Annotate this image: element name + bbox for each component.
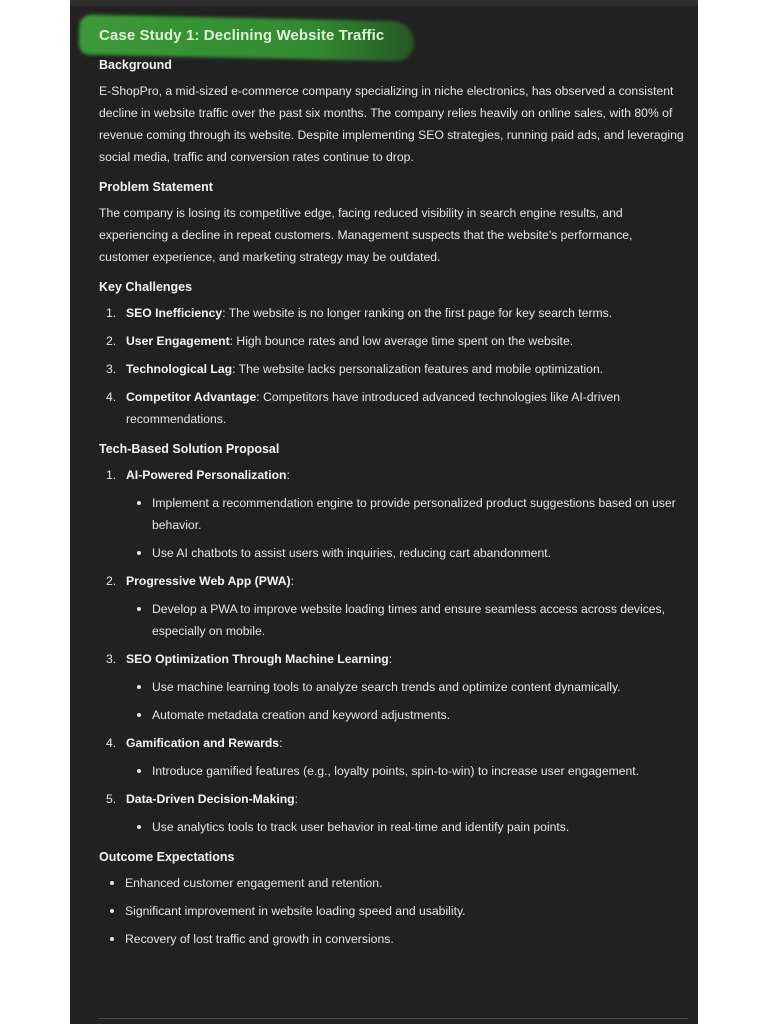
background-section bbox=[99, 58, 685, 168]
title-wrap bbox=[99, 27, 384, 44]
page-title: Case Study 1: Declining Website Traffic bbox=[99, 27, 385, 44]
challenges-heading: Key Challenges bbox=[99, 280, 193, 294]
challenges-list bbox=[99, 302, 685, 430]
item-label: SEO Inefficiency bbox=[126, 306, 223, 320]
background-heading: Background bbox=[99, 58, 172, 72]
background-text: E-ShopPro, a mid-sized e-commerce company specializing in niche electronics, has observed a consistent decline in website traffic over the past six months. The company relies heavily on online sales, with 80% of revenue coming through its website. Despite implementing SEO strategies, running paid ads, and leveraging social media, traffic and conversion rates continue to drop. bbox=[99, 84, 684, 164]
solutions-heading: Tech-Based Solution Proposal bbox=[99, 442, 280, 456]
bullet-item: Introduce gamified features (e.g., loyalty points, spin-to-win) to increase user engagement. bbox=[126, 760, 685, 782]
bullet-item: Use machine learning tools to analyze search trends and optimize content dynamically. bbox=[126, 676, 685, 698]
list-number: 4. bbox=[106, 390, 117, 404]
problem-heading: Problem Statement bbox=[99, 180, 213, 194]
list-item bbox=[99, 570, 685, 642]
bullet-item: Implement a recommendation engine to provide personalized product suggestions based on user behavior. bbox=[126, 492, 685, 536]
list-item bbox=[99, 788, 685, 838]
list-number: 3. bbox=[106, 362, 117, 376]
list-number: 3. bbox=[106, 652, 117, 666]
sub-list bbox=[126, 816, 685, 838]
sub-list bbox=[126, 492, 685, 564]
item-label: AI-Powered Personalization bbox=[126, 468, 287, 482]
item-label: User Engagement bbox=[126, 334, 230, 348]
list-item bbox=[99, 386, 685, 430]
item-text: : High bounce rates and low average time spent on the website. bbox=[229, 334, 574, 348]
solutions-list bbox=[99, 464, 685, 838]
problem-section bbox=[99, 180, 685, 268]
list-number: 4. bbox=[106, 736, 117, 750]
list-number: 5. bbox=[106, 792, 117, 806]
outcomes-heading: Outcome Expectations bbox=[99, 850, 235, 864]
item-text: : The website lacks personalization features and mobile optimization. bbox=[232, 362, 604, 376]
list-number: 1. bbox=[106, 306, 117, 320]
item-text: : Competitors have introduced advanced technologies like AI-driven recommendations. bbox=[126, 390, 621, 426]
list-number: 1. bbox=[106, 468, 117, 482]
item-text: : bbox=[286, 468, 290, 482]
list-item bbox=[99, 302, 685, 324]
document-panel bbox=[70, 0, 698, 1024]
sub-list bbox=[126, 676, 685, 726]
list-item bbox=[99, 358, 685, 380]
list-number: 2. bbox=[106, 574, 117, 588]
item-label: Data-Driven Decision-Making bbox=[126, 792, 295, 806]
bullet-item: Recovery of lost traffic and growth in conversions. bbox=[99, 928, 685, 950]
bottom-divider bbox=[99, 1018, 688, 1019]
problem-text: The company is losing its competitive edge, facing reduced visibility in search engine results, and experiencing a decline in repeat customers. Management suspects that the website's performance, customer experience, and marketing strategy may be outdated. bbox=[99, 206, 633, 264]
sub-list bbox=[126, 598, 685, 642]
solutions-section bbox=[99, 442, 685, 838]
list-item bbox=[99, 464, 685, 564]
item-label: Progressive Web App (PWA) bbox=[126, 574, 291, 588]
item-text: : bbox=[290, 574, 294, 588]
item-label: Gamification and Rewards bbox=[126, 736, 280, 750]
bullet-item: Use analytics tools to track user behavior in real-time and identify pain points. bbox=[126, 816, 685, 838]
bullet-item: Develop a PWA to improve website loading times and ensure seamless access across devices, especially on mobile. bbox=[126, 598, 685, 642]
item-text: : bbox=[388, 652, 393, 666]
document-content bbox=[99, 27, 685, 962]
list-item bbox=[99, 330, 685, 352]
item-text: : bbox=[279, 736, 283, 750]
bullet-item: Enhanced customer engagement and retention. bbox=[99, 872, 685, 894]
sub-list bbox=[126, 760, 685, 782]
item-label: SEO Optimization Through Machine Learning bbox=[126, 652, 389, 666]
item-label: Technological Lag bbox=[126, 362, 233, 376]
item-text: : The website is no longer ranking on the first page for key search terms. bbox=[222, 306, 613, 320]
list-number: 2. bbox=[106, 334, 117, 348]
bullet-item: Automate metadata creation and keyword adjustments. bbox=[126, 704, 685, 726]
item-label: Competitor Advantage bbox=[126, 390, 257, 404]
bullet-item: Use AI chatbots to assist users with inquiries, reducing cart abandonment. bbox=[126, 542, 685, 564]
outcomes-section bbox=[99, 850, 685, 950]
top-strip bbox=[70, 0, 698, 6]
bullet-item: Significant improvement in website loading speed and usability. bbox=[99, 900, 685, 922]
challenges-section bbox=[99, 280, 685, 430]
outcomes-list bbox=[99, 872, 685, 950]
list-item bbox=[99, 648, 685, 726]
list-item bbox=[99, 732, 685, 782]
item-text: : bbox=[294, 792, 299, 806]
